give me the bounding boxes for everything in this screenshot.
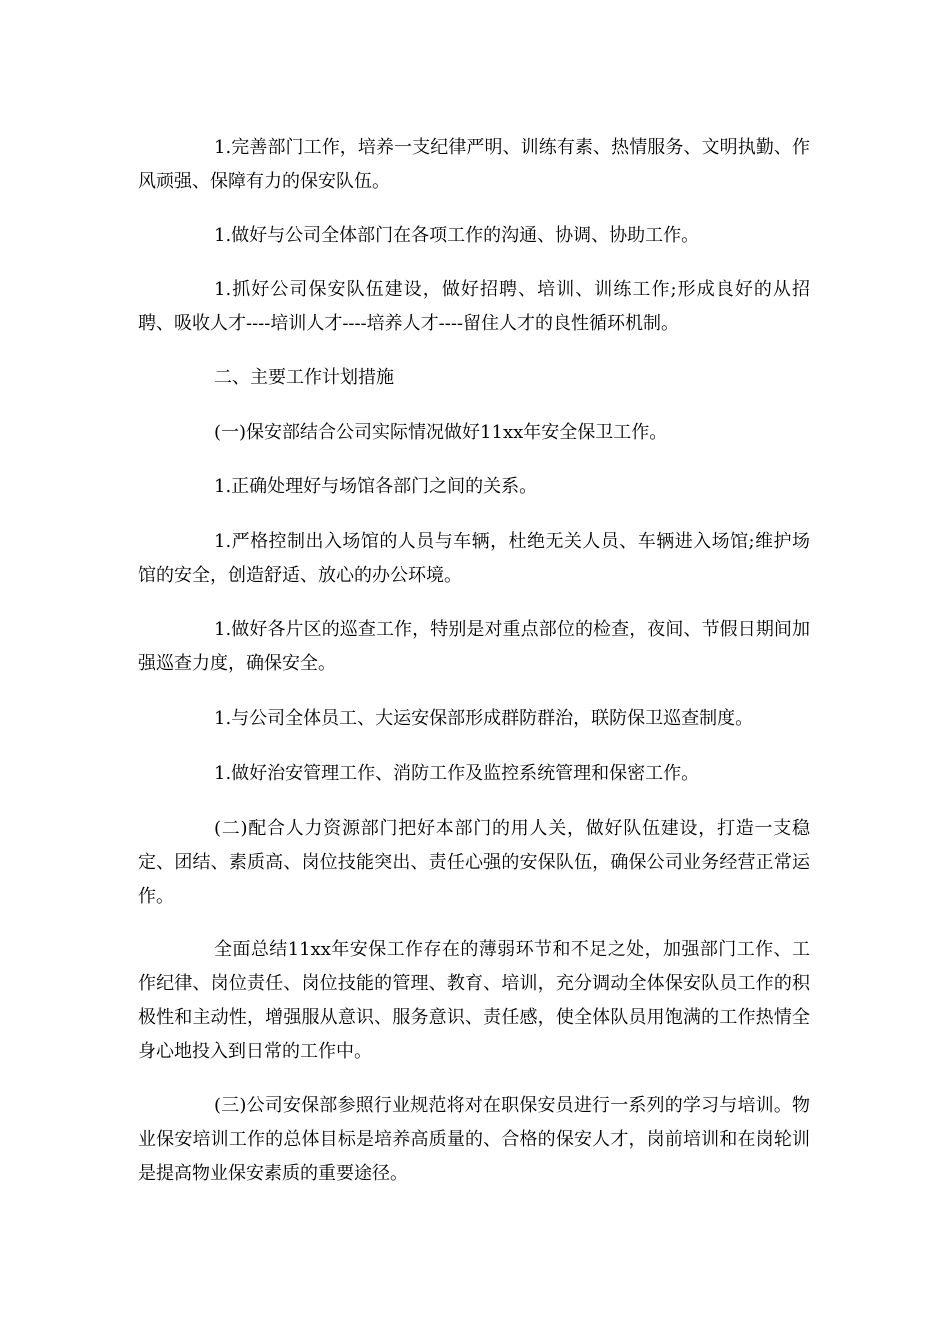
paragraph-4: (一)保安部结合公司实际情况做好11xx年安全保卫工作。 xyxy=(214,422,668,443)
paragraph-1: 1.完善部门工作，培养一支纪律严明、训练有素、热情服务、文明执勤、作风顽强、保障有力的保安队伍。 xyxy=(138,137,810,192)
paragraph-3: 1.抓好公司保安队伍建设，做好招聘、培训、训练工作;形成良好的从招聘、吸收人才----培训人才----培养人才----留住人才的良性循环机制。 xyxy=(138,279,810,334)
paragraph-8: 1.与公司全体员工、大运安保部形成群防群治，联防保卫巡查制度。 xyxy=(214,708,754,729)
section-heading: 二、主要工作计划措施 xyxy=(214,367,394,388)
paragraph-7: 1.做好各片区的巡查工作，特别是对重点部位的检查，夜间、节假日期间加强巡查力度，确保安全。 xyxy=(138,619,810,674)
paragraph-9: 1.做好治安管理工作、消防工作及监控系统管理和保密工作。 xyxy=(214,763,700,784)
paragraph-6: 1.严格控制出入场馆的人员与车辆，杜绝无关人员、车辆进入场馆;维护场馆的安全，创造舒适、放心的办公环境。 xyxy=(138,531,810,586)
paragraph-2: 1.做好与公司全体部门在各项工作的沟通、协调、协助工作。 xyxy=(214,225,700,246)
paragraph-12: (三)公司安保部参照行业规范将对在职保安员进行一系列的学习与培训。物业保安培训工作的总体目标是培养高质量的、合格的保安人才，岗前培训和在岗轮训是提高物业保安素质的重要途径。 xyxy=(138,1095,810,1184)
paragraph-10: (二)配合人力资源部门把好本部门的用人关，做好队伍建设，打造一支稳定、团结、素质高、岗位技能突出、责任心强的安保队伍，确保公司业务经营正常运作。 xyxy=(138,818,810,907)
paragraph-5: 1.正确处理好与场馆各部门之间的关系。 xyxy=(214,476,538,497)
paragraph-11: 全面总结11xx年安保工作存在的薄弱环节和不足之处，加强部门工作、工作纪律、岗位责任、岗位技能的管理、教育、培训，充分调动全体保安队员工作的积极性和主动性，增强服从意识、服务意识、责任感，使全体队员用饱满的工作热情全身心地投入到日常的工作中。 xyxy=(138,939,810,1062)
